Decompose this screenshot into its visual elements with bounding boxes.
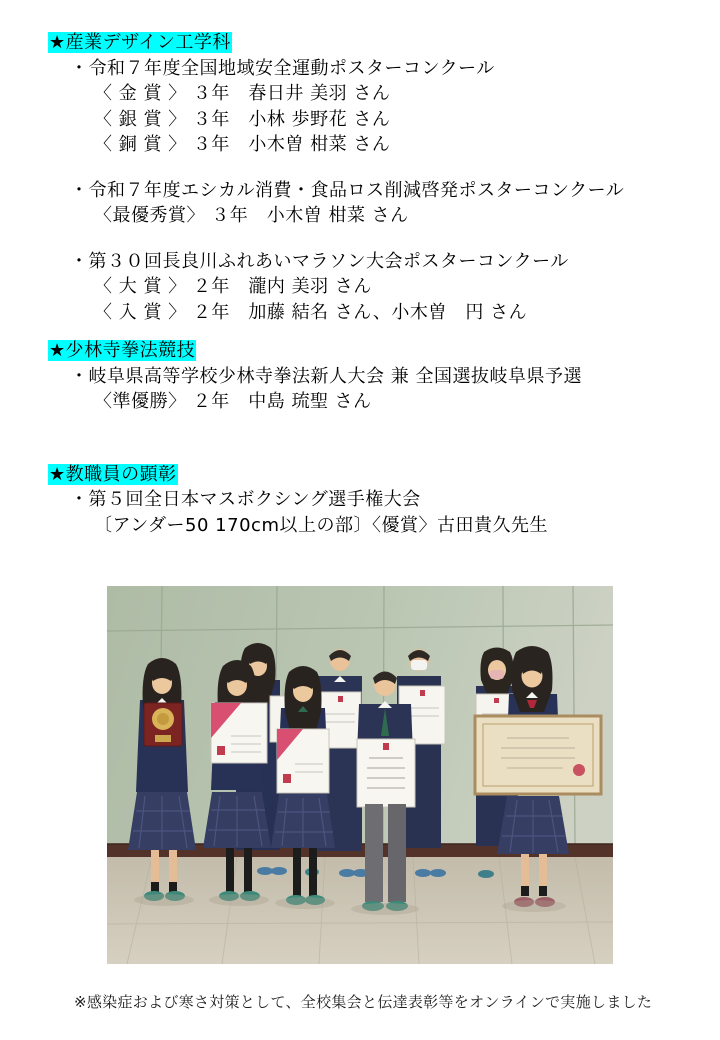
section-heading-design-dept: ★産業デザイン工学科 bbox=[49, 32, 231, 53]
section-heading-staff: ★教職員の顕彰 bbox=[49, 463, 177, 485]
award-line: 〈 金 賞 〉 ３年 春日井 美羽 さん bbox=[94, 83, 391, 104]
contest-title: ・第３０回長良川ふれあいマラソン大会ポスターコンクール bbox=[70, 250, 569, 272]
section-heading-shorinji: ★少林寺拳法競技 bbox=[49, 340, 196, 361]
award-line: 〈最優秀賞〉 ３年 小木曽 柑菜 さん bbox=[94, 205, 409, 226]
award-line: 〈 銅 賞 〉 ３年 小木曽 柑菜 さん bbox=[94, 134, 391, 155]
award-line: 〈準優勝〉 ２年 中島 琉聖 さん bbox=[94, 391, 372, 412]
award-line: 〈 大 賞 〉 ２年 瀧内 美羽 さん bbox=[94, 276, 372, 297]
contest-title: ・令和７年度全国地域安全運動ポスターコンクール bbox=[70, 57, 495, 79]
document-page bbox=[48, 30, 696, 1012]
footnote: ※感染症および寒さ対策として、全校集会と伝達表彰等をオンラインで実施しました bbox=[74, 993, 653, 1011]
section-heading-row bbox=[48, 462, 696, 488]
award-line: 〔アンダー50 170cm以上の部〕〈優賞〉古田貴久先生 bbox=[94, 514, 548, 536]
section-heading-row bbox=[48, 338, 696, 364]
group-photo bbox=[107, 586, 613, 964]
group-photo-illustration bbox=[107, 586, 613, 964]
contest-title: ・令和７年度エシカル消費・食品ロス削減啓発ポスターコンクール bbox=[70, 179, 625, 201]
contest-title: ・岐阜県高等学校少林寺拳法新人大会 兼 全国選抜岐阜県予選 bbox=[70, 365, 582, 387]
award-line: 〈 銀 賞 〉 ３年 小林 歩野花 さん bbox=[94, 108, 391, 130]
section-heading-row bbox=[48, 30, 696, 56]
contest-title: ・第５回全日本マスボクシング選手権大会 bbox=[70, 489, 421, 510]
award-line: 〈 入 賞 〉 ２年 加藤 結名 さん、小木曽 円 さん bbox=[94, 301, 528, 323]
